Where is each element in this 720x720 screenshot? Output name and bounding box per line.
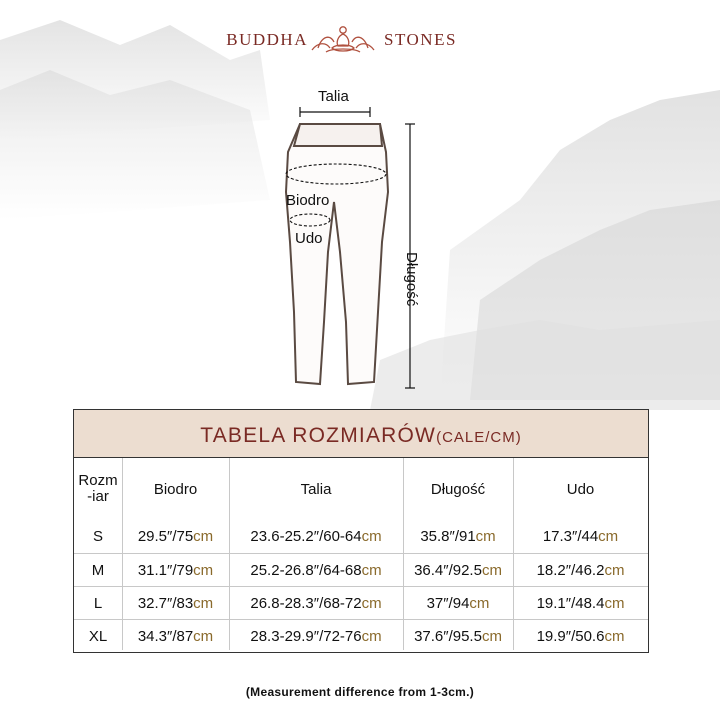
- cell-length: 37″/94 cm: [426, 595, 490, 612]
- cell-waist: 28.3-29.9″/72-76 cm: [250, 628, 382, 645]
- cell-size: L: [93, 595, 103, 612]
- leggings-diagram: [270, 82, 470, 402]
- cell-thigh: 17.3″/44 cm: [542, 528, 619, 545]
- cell-hip: 29.5″/75 cm: [137, 528, 214, 545]
- brand-header: [0, 22, 720, 58]
- length-label: Długość: [403, 252, 420, 307]
- header-hip: Biodro: [153, 480, 198, 498]
- cell-hip: 34.3″/87 cm: [137, 628, 214, 645]
- cell-length: 35.8″/91 cm: [420, 528, 496, 545]
- header-size-line2: -iar: [87, 488, 109, 505]
- cell-thigh: 18.2″/46.2 cm: [536, 562, 625, 579]
- header-length: Długość: [430, 480, 486, 498]
- cell-size: M: [91, 562, 105, 579]
- table-header-row: [74, 458, 648, 520]
- thigh-label: Udo: [295, 230, 323, 247]
- header-size: [74, 458, 122, 520]
- cell-hip: 31.1″/79 cm: [137, 562, 214, 579]
- table-unit: (CALE/CM): [436, 429, 522, 446]
- cell-length: 37.6″/95.5 cm: [414, 628, 502, 645]
- cell-waist: 25.2-26.8″/64-68 cm: [250, 562, 382, 579]
- lotus-buddha-icon: [308, 22, 378, 58]
- cell-thigh: 19.9″/50.6 cm: [536, 628, 625, 645]
- table-title: TABELA ROZMIARÓW: [200, 424, 437, 447]
- table-row: [74, 520, 648, 553]
- cell-size: XL: [88, 628, 108, 645]
- table-row: [74, 620, 648, 653]
- cell-thigh: 19.1″/48.4 cm: [536, 595, 625, 612]
- table-row: [74, 587, 648, 620]
- cell-size: S: [92, 528, 103, 545]
- header-thigh: Udo: [566, 480, 595, 498]
- brand-name-left: BUDDHA: [226, 30, 308, 49]
- brand-name-right: STONES: [384, 30, 457, 49]
- cell-waist: 23.6-25.2″/60-64 cm: [250, 528, 382, 545]
- cell-waist: 26.8-28.3″/68-72 cm: [250, 595, 382, 612]
- size-table: [73, 409, 649, 653]
- hip-label: Biodro: [286, 192, 330, 209]
- header-waist: Talia: [300, 480, 332, 498]
- table-row: [74, 554, 648, 587]
- measurement-note: (Measurement difference from 1-3cm.): [245, 685, 475, 699]
- waist-label: Talia: [318, 88, 349, 105]
- header-size-line1: Rozm: [78, 472, 118, 489]
- cell-length: 36.4″/92.5 cm: [414, 562, 502, 579]
- cell-hip: 32.7″/83 cm: [137, 595, 214, 612]
- table-title-row: [74, 410, 648, 458]
